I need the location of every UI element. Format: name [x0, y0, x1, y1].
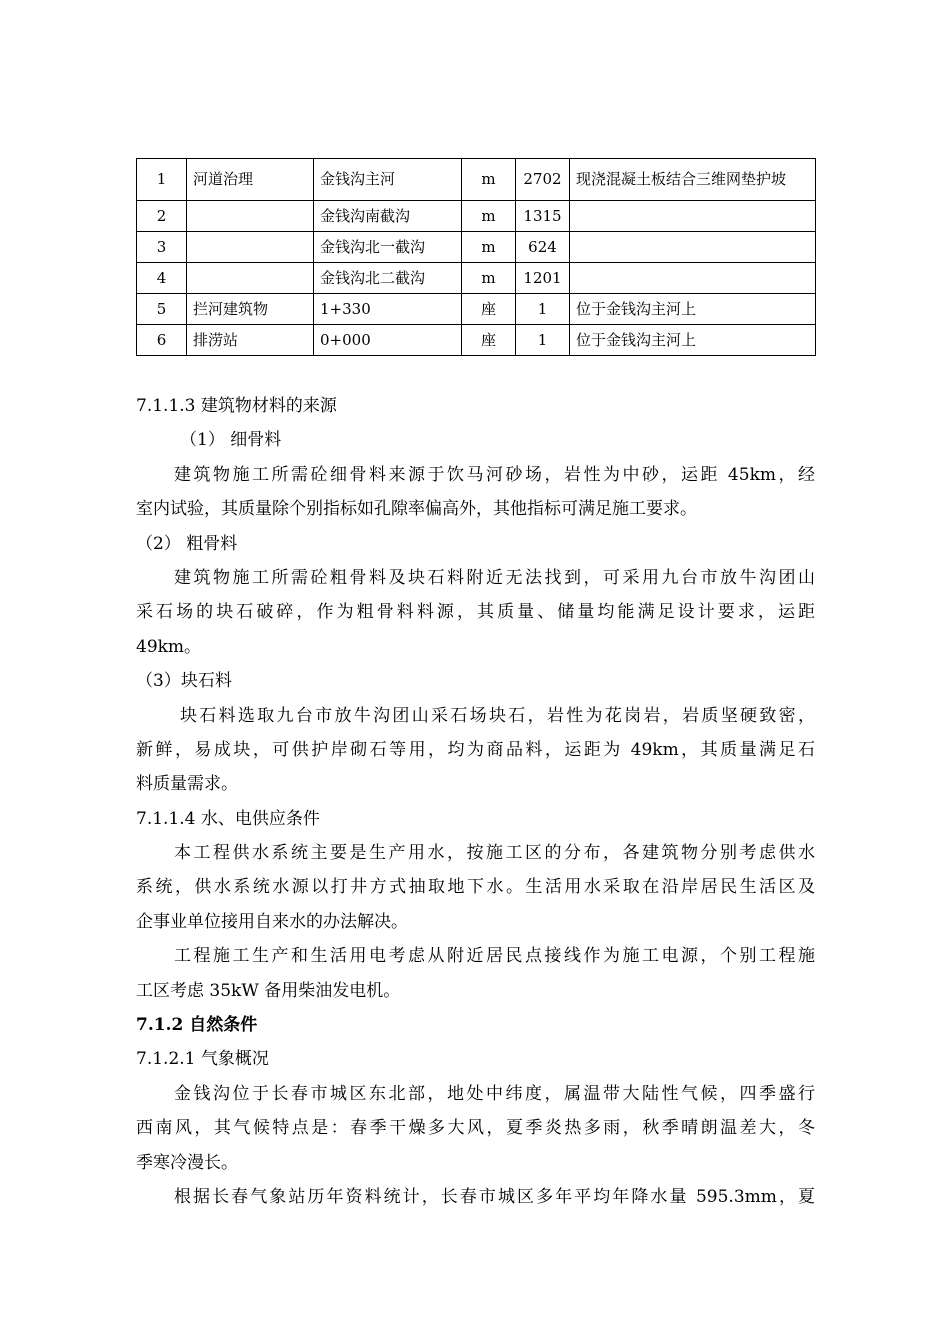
table-cell-unit: m	[462, 232, 516, 263]
paragraph-line: 金钱沟位于长春市城区东北部，地处中纬度，属温带大陆性气候，四季盛行	[174, 1083, 815, 1104]
paragraph-line: 西南风，其气候特点是：春季干燥多大风，夏季炎热多雨，秋季晴朗温差大，冬	[136, 1118, 815, 1139]
table-cell-name: 金钱沟北二截沟	[314, 263, 462, 294]
subsection-heading: （2） 粗骨料	[136, 533, 238, 554]
table-cell-category	[187, 232, 314, 263]
table-cell-no: 6	[137, 325, 187, 356]
table-cell-unit: m	[462, 263, 516, 294]
table-cell-qty: 1	[516, 294, 570, 325]
table-cell-qty: 624	[516, 232, 570, 263]
table-cell-name: 金钱沟北一截沟	[314, 232, 462, 263]
table-row	[137, 294, 816, 325]
paragraph-line: 系统，供水系统水源以打井方式抽取地下水。生活用水采取在沿岸居民生活区及	[136, 877, 815, 898]
subsection-heading: （1） 细骨料	[180, 430, 282, 451]
table-cell-qty: 1	[516, 325, 570, 356]
paragraph-line: 根据长春气象站历年资料统计，长春市城区多年平均年降水量 595.3mm，夏	[174, 1186, 815, 1207]
paragraph-line: 料质量需求。	[136, 774, 238, 795]
paragraph-line: 室内试验，其质量除个别指标如孔隙率偏高外，其他指标可满足施工要求。	[136, 499, 697, 520]
table-cell-name: 0+000	[314, 325, 462, 356]
paragraph-line: 新鲜，易成块，可供护岸砌石等用，均为商品料，运距为 49km，其质量满足石	[136, 739, 815, 760]
paragraph-line: 建筑物施工所需砼细骨料来源于饮马河砂场，岩性为中砂，运距 45km，经	[174, 464, 815, 485]
table-row	[137, 263, 816, 294]
table-cell-category: 河道治理	[187, 159, 314, 201]
table-cell-qty: 2702	[516, 159, 570, 201]
chapter-heading: 7.1.2 自然条件	[136, 1015, 258, 1036]
works-table	[136, 158, 816, 356]
table-cell-no: 1	[137, 159, 187, 201]
paragraph-line: 采石场的块石破碎，作为粗骨料料源，其质量、储量均能满足设计要求，运距	[136, 602, 815, 623]
table-cell-note: 位于金钱沟主河上	[570, 294, 816, 325]
table-cell-category: 排涝站	[187, 325, 314, 356]
table-cell-qty: 1315	[516, 201, 570, 232]
table-row	[137, 232, 816, 263]
table-cell-name: 金钱沟南截沟	[314, 201, 462, 232]
table-cell-unit: m	[462, 159, 516, 201]
table-cell-category: 拦河建筑物	[187, 294, 314, 325]
paragraph-line: 建筑物施工所需砼粗骨料及块石料附近无法找到，可采用九台市放牛沟团山	[174, 567, 815, 588]
table-cell-name: 1+330	[314, 294, 462, 325]
section-heading: 7.1.1.3 建筑物材料的来源	[136, 396, 337, 416]
table-cell-no: 2	[137, 201, 187, 232]
paragraph-line: 块石料选取九台市放牛沟团山采石场块石，岩性为花岗岩，岩质坚硬致密，	[180, 705, 815, 726]
table-cell-note: 位于金钱沟主河上	[570, 325, 816, 356]
table-cell-category	[187, 201, 314, 232]
paragraph-line: 工程施工生产和生活用电考虑从附近居民点接线作为施工电源，个别工程施	[174, 946, 815, 967]
table-cell-note: 现浇混凝土板结合三维网垫护坡	[570, 159, 816, 201]
table-cell-note	[570, 263, 816, 294]
table-cell-no: 3	[137, 232, 187, 263]
table-cell-category	[187, 263, 314, 294]
table-cell-note	[570, 232, 816, 263]
document-body	[136, 389, 815, 1214]
paragraph-line: 工区考虑 35kW 备用柴油发电机。	[136, 980, 401, 1001]
paragraph-line: 本工程供水系统主要是生产用水，按施工区的分布，各建筑物分别考虑供水	[174, 843, 815, 864]
table-cell-unit: m	[462, 201, 516, 232]
table-cell-note	[570, 201, 816, 232]
section-heading: 7.1.1.4 水、电供应条件	[136, 808, 320, 829]
table-row	[137, 159, 816, 201]
table-cell-no: 4	[137, 263, 187, 294]
table-cell-name: 金钱沟主河	[314, 159, 462, 201]
paragraph-line: 49km。	[136, 636, 202, 657]
table-row	[137, 201, 816, 232]
table-cell-no: 5	[137, 294, 187, 325]
paragraph-line: 季寒冷漫长。	[136, 1152, 238, 1173]
section-heading: 7.1.2.1 气象概况	[136, 1049, 269, 1070]
table-cell-unit: 座	[462, 325, 516, 356]
table-cell-unit: 座	[462, 294, 516, 325]
paragraph-line: 企事业单位接用自来水的办法解决。	[136, 911, 408, 932]
table-row	[137, 325, 816, 356]
table-cell-qty: 1201	[516, 263, 570, 294]
subsection-heading: （3）块石料	[136, 671, 232, 692]
